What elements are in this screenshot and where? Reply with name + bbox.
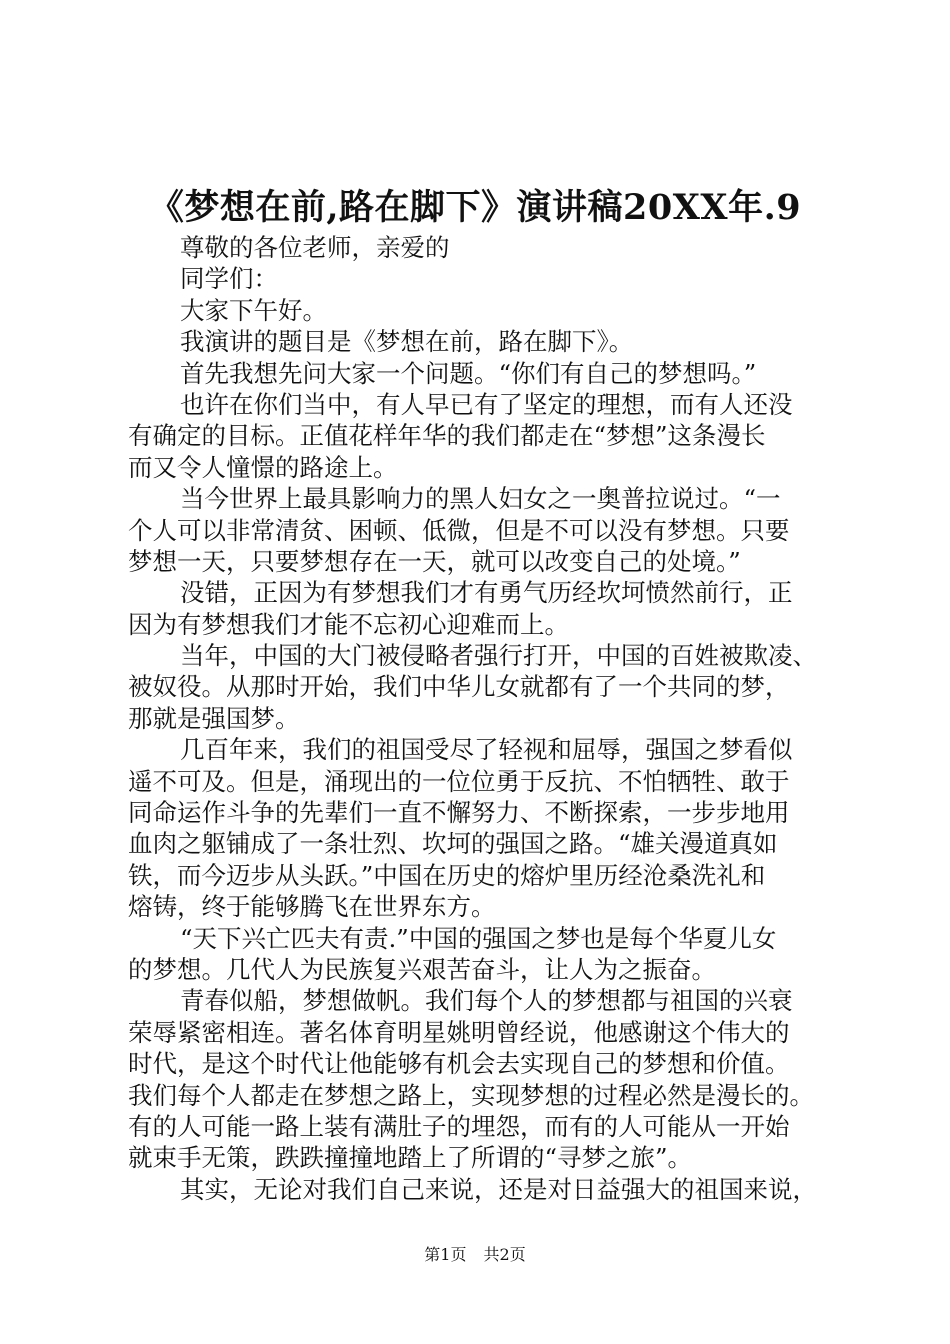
text-line: 青春似船，梦想做帆。我们每个人的梦想都与祖国的兴衰: [180, 986, 793, 1016]
text-line: 荣辱紧密相连。著名体育明星姚明曾经说，他感谢这个伟大的: [128, 1017, 790, 1047]
text-line: 没错，正因为有梦想我们才有勇气历经坎坷愤然前行，正: [180, 578, 793, 608]
text-line: 熔铸，终于能够腾飞在世界东方。: [128, 892, 496, 922]
text-line: 同学们：: [180, 264, 278, 294]
text-line: “天下兴亡匹夫有责.”中国的强国之梦也是每个华夏儿女: [180, 923, 777, 953]
text-line: 血肉之躯铺成了一条壮烈、坎坷的强国之路。“雄关漫道真如: [128, 829, 778, 859]
text-line: 被奴役。从那时开始，我们中华儿女就都有了一个共同的梦，: [128, 672, 790, 702]
text-line: 我们每个人都走在梦想之路上，实现梦想的过程必然是漫长的。: [128, 1080, 814, 1110]
text-line: 铁，而今迈步从头跃。”中国在历史的熔炉里历经沧桑洗礼和: [128, 860, 766, 890]
document-body: [128, 232, 840, 1205]
page-footer: [0, 1244, 950, 1266]
page-number-current: 第1页: [424, 1245, 467, 1264]
text-line: 大家下午好。: [180, 295, 327, 325]
document-title: 《梦想在前,路在脚下》演讲稿20XX年.9: [148, 187, 802, 228]
text-line: 因为有梦想我们才能不忘初心迎难而上。: [128, 609, 569, 639]
text-line: 就束手无策，跌跌撞撞地踏上了所谓的“寻梦之旅”。: [128, 1143, 693, 1173]
text-line: 当今世界上最具影响力的黑人妇女之一奥普拉说过。“一: [180, 484, 781, 514]
text-line: 首先我想先问大家一个问题。“你们有自己的梦想吗。”: [180, 358, 757, 388]
text-line: 当年，中国的大门被侵略者强行打开，中国的百姓被欺凌、: [180, 641, 817, 671]
text-line: 其实，无论对我们自己来说，还是对日益强大的祖国来说，: [180, 1174, 817, 1204]
text-line: 个人可以非常清贫、困顿、低微，但是不可以没有梦想。只要: [128, 515, 790, 545]
text-line: 遥不可及。但是，涌现出的一位位勇于反抗、不怕牺牲、敢于: [128, 766, 790, 796]
text-line: 尊敬的各位老师，亲爱的: [180, 233, 450, 262]
text-line: 而又令人憧憬的路途上。: [128, 452, 398, 482]
text-line: 我演讲的题目是《梦想在前，路在脚下》。: [180, 327, 634, 357]
text-line: 有的人可能一路上装有满肚子的埋怨，而有的人可能从一开始: [128, 1111, 790, 1141]
text-line: 有确定的目标。正值花样年华的我们都走在“梦想”这条漫长: [128, 421, 766, 451]
text-line: 那就是强国梦。: [128, 703, 300, 733]
text-line: 的梦想。几代人为民族复兴艰苦奋斗，让人为之振奋。: [128, 954, 716, 984]
text-line: 同命运作斗争的先辈们一直不懈努力、不断探索，一步步地用: [128, 798, 790, 828]
text-line: 时代，是这个时代让他能够有机会去实现自己的梦想和价值。: [128, 1049, 790, 1079]
text-line: 梦想一天，只要梦想存在一天，就可以改变自己的处境。”: [128, 546, 741, 576]
text-line: 几百年来，我们的祖国受尽了轻视和屈辱，强国之梦看似: [180, 735, 793, 765]
text-line: 也许在你们当中，有人早已有了坚定的理想，而有人还没: [180, 389, 793, 419]
page-number-total: 共2页: [483, 1245, 526, 1264]
